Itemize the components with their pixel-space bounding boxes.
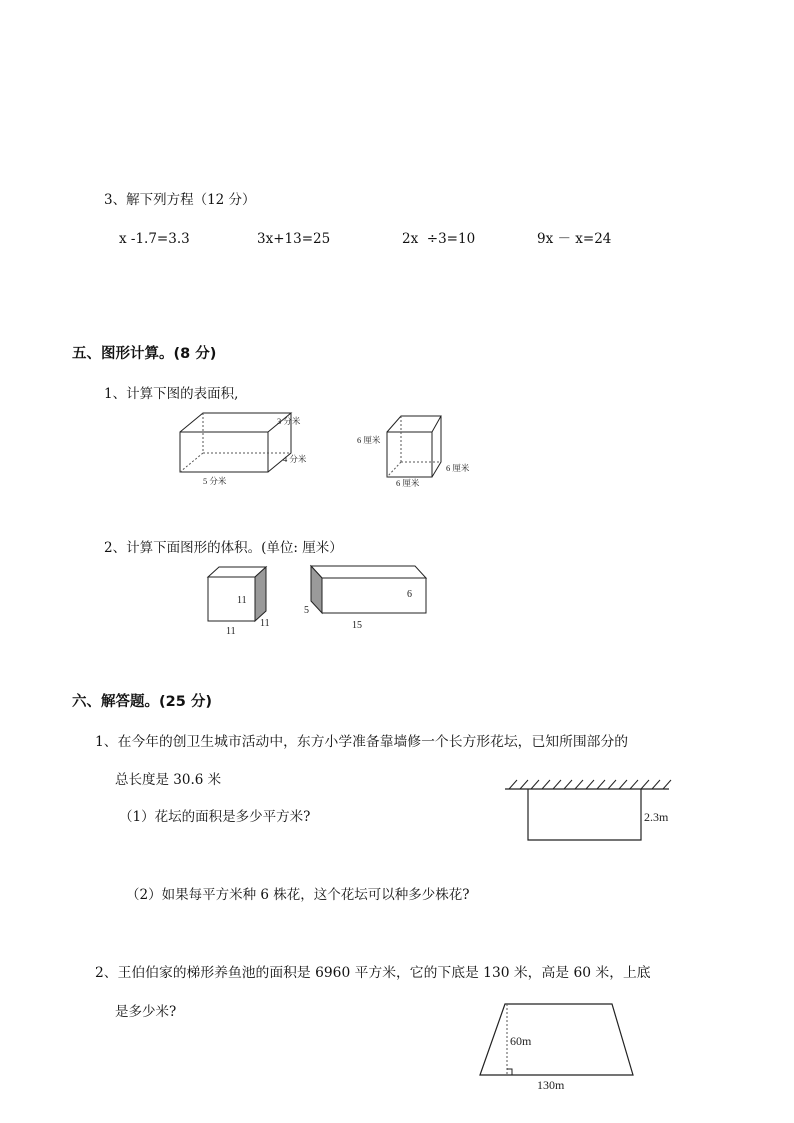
cube-figure xyxy=(355,410,475,490)
equation-3: 2x ÷3=10 xyxy=(402,231,476,247)
p2-line2: 是多少米? xyxy=(115,1004,177,1020)
solid-cuboid-figure xyxy=(300,562,435,640)
wall-hatch-line xyxy=(542,780,550,789)
p2-line1: 2、王伯伯家的梯形养鱼池的面积是 6960 平方米，它的下底是 130 米，高是 60 米，上底 xyxy=(95,965,651,981)
cube-right-label: 6 厘米 xyxy=(446,463,470,473)
p1-line1: 1、在今年的创卫生城市活动中，东方小学准备靠墙修一个长方形花坛，已知所围部分的 xyxy=(95,734,629,750)
wall-hatch-line xyxy=(608,780,616,789)
wall-hatch-line xyxy=(630,780,638,789)
wall-hatch-line xyxy=(564,780,572,789)
cuboid-figure xyxy=(170,405,320,490)
flowerbed-width-label: 2.3m xyxy=(644,810,669,824)
wall-hatch-line xyxy=(619,780,627,789)
flowerbed-figure xyxy=(500,778,690,848)
q3-title: 3、解下列方程（12 分） xyxy=(104,192,256,208)
wall-hatch-line xyxy=(575,780,583,789)
wall-hatch-line xyxy=(509,780,517,789)
p1-sub1: （1）花坛的面积是多少平方米? xyxy=(119,809,311,825)
section5-q1-text: 1、计算下图的表面积, xyxy=(104,386,239,402)
wall-hatch-line xyxy=(553,780,561,789)
solid-cuboid-bottom-label: 15 xyxy=(352,620,362,631)
cuboid-depth-label: 4 分米 xyxy=(283,454,307,464)
cuboid-height-label: 3 分米 xyxy=(277,416,301,426)
section6-title: 六、解答题。(25 分) xyxy=(72,694,212,710)
wall-hatch-line xyxy=(586,780,594,789)
cube-bottom-label: 6 厘米 xyxy=(396,478,420,488)
section5-q2-text: 2、计算下面图形的体积。(单位: 厘米） xyxy=(104,540,343,556)
solid-cube-bottom-label: 11 xyxy=(226,626,236,637)
solid-cube-front-label: 11 xyxy=(237,595,247,606)
wall-hatch-line xyxy=(641,780,649,789)
solid-cube-side-label: 11 xyxy=(260,618,270,629)
solid-cuboid-right-label: 6 xyxy=(407,589,412,600)
wall-hatch-line xyxy=(520,780,528,789)
wall-hatch-line xyxy=(663,780,671,789)
wall-hatch-line xyxy=(597,780,605,789)
section5-title: 五、图形计算。(8 分) xyxy=(72,346,217,362)
solid-cube-figure xyxy=(200,562,285,640)
cuboid-length-label: 5 分米 xyxy=(203,476,227,486)
equation-4: 9x － x=24 xyxy=(537,231,612,247)
equation-1: x -1.7=3.3 xyxy=(119,231,190,247)
trapezoid-figure xyxy=(470,995,645,1095)
p1-sub2: （2）如果每平方米种 6 株花，这个花坛可以种多少株花? xyxy=(126,887,470,903)
equation-2: 3x+13=25 xyxy=(257,231,331,247)
p1-line2: 总长度是 30.6 米 xyxy=(115,772,222,788)
wall-hatch-line xyxy=(652,780,660,789)
wall-hatch-line xyxy=(531,780,539,789)
solid-cuboid-left-label: 5 xyxy=(304,605,309,616)
trapezoid-height-label: 60m xyxy=(510,1034,532,1048)
cube-left-label: 6 厘米 xyxy=(357,435,381,445)
trapezoid-base-label: 130m xyxy=(537,1078,565,1092)
